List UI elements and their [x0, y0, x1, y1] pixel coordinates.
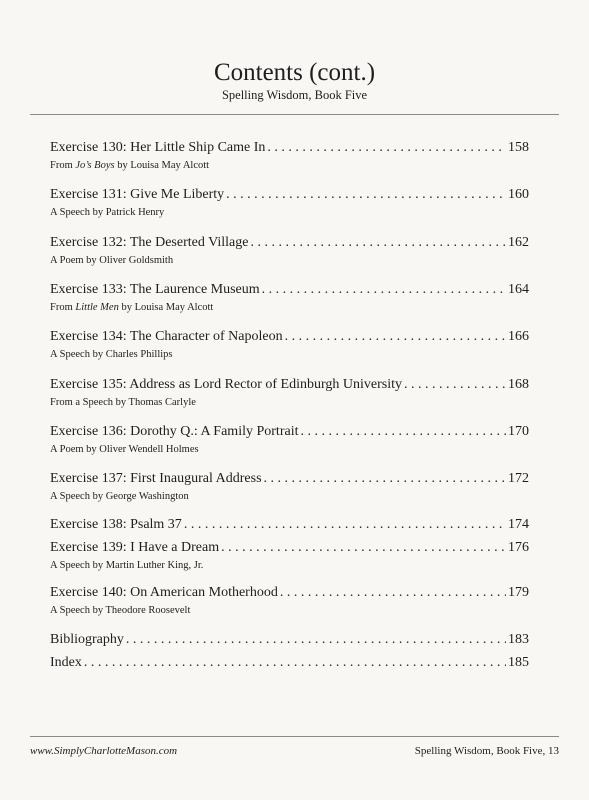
toc-entry-title: Exercise 135: Address as Lord Rector of Edinburgh University — [50, 377, 403, 392]
toc-entry-page: 174 — [508, 517, 529, 532]
dot-leader — [285, 328, 506, 346]
toc-entry-page: 164 — [508, 282, 529, 297]
dot-leader — [300, 423, 506, 441]
toc-entry-page: 168 — [508, 377, 529, 392]
toc-entry[interactable] — [50, 186, 529, 219]
toc-entry-title: Bibliography — [50, 632, 124, 647]
toc-entry-source: A Speech by Charles Phillips — [50, 349, 173, 360]
toc-entry-title: Exercise 134: The Character of Napoleon — [50, 329, 283, 344]
toc-entry-page: 166 — [508, 329, 529, 344]
dot-leader — [250, 234, 506, 252]
toc-entry-source: A Poem by Oliver Goldsmith — [50, 255, 174, 266]
toc-entry[interactable] — [50, 376, 529, 409]
toc-entry-source: A Speech by Martin Luther King, Jr. — [50, 560, 204, 571]
toc-entry[interactable] — [50, 584, 529, 617]
toc-entry-page: 185 — [508, 655, 529, 670]
toc-entry[interactable] — [50, 423, 529, 456]
toc-entry-title: Exercise 139: I Have a Dream — [50, 540, 220, 555]
dot-leader — [404, 376, 506, 394]
toc-entry-page: 162 — [508, 235, 529, 250]
footer-website: www.SimplyCharlotteMason.com — [30, 745, 178, 757]
toc-entry-title: Index — [50, 655, 82, 670]
dot-leader — [184, 516, 506, 534]
toc-entry-page: 179 — [508, 585, 529, 600]
toc-entry[interactable] — [50, 654, 529, 672]
toc-entry-page: 176 — [508, 540, 529, 555]
dot-leader — [262, 281, 506, 299]
toc-entry-source: A Speech by Theodore Roosevelt — [50, 605, 191, 616]
toc-entry-page: 170 — [508, 424, 529, 439]
toc-entry-source: A Poem by Oliver Wendell Holmes — [50, 444, 199, 455]
toc-entry[interactable] — [50, 234, 529, 267]
toc-entry[interactable] — [50, 139, 529, 172]
dot-leader — [126, 631, 506, 649]
dot-leader — [280, 584, 506, 602]
toc-entry[interactable] — [50, 631, 529, 649]
dot-leader — [221, 539, 506, 557]
toc-entry-title: Exercise 137: First Inaugural Address — [50, 471, 262, 486]
toc-entry[interactable] — [50, 516, 529, 534]
toc-entry-source: A Speech by George Washington — [50, 491, 189, 502]
page-title: Contents (cont.) — [213, 59, 376, 86]
toc-entry-title: Exercise 130: Her Little Ship Came In — [50, 140, 266, 155]
bottom-divider — [30, 736, 559, 737]
toc-entry[interactable] — [50, 539, 529, 572]
toc-entry-page: 183 — [508, 632, 529, 647]
footer-page-label: Spelling Wisdom, Book Five, 13 — [414, 745, 559, 757]
toc-entry-title: Exercise 136: Dorothy Q.: A Family Portrait — [50, 424, 299, 439]
toc-entry[interactable] — [50, 328, 529, 361]
toc-entry-title: Exercise 140: On American Motherhood — [50, 585, 278, 600]
toc-entry-title: Exercise 131: Give Me Liberty — [50, 187, 225, 202]
toc-entry[interactable] — [50, 470, 529, 503]
dot-leader — [226, 186, 506, 204]
toc-entry-title: Exercise 132: The Deserted Village — [50, 235, 249, 250]
dot-leader — [84, 654, 506, 672]
toc-entry[interactable] — [50, 281, 529, 314]
page-subtitle: Spelling Wisdom, Book Five — [221, 88, 368, 102]
toc-entry-source: From Jo’s Boys by Louisa May Alcott — [50, 160, 210, 171]
dot-leader — [264, 470, 506, 488]
toc-entry-page: 172 — [508, 471, 529, 486]
dot-leader — [267, 139, 506, 157]
toc-entry-source: From a Speech by Thomas Carlyle — [50, 397, 196, 408]
top-divider — [30, 114, 559, 115]
toc-entry-page: 158 — [508, 140, 529, 155]
toc-entry-source: From Little Men by Louisa May Alcott — [50, 302, 214, 313]
toc-entry-source: A Speech by Patrick Henry — [50, 207, 165, 218]
toc-entry-title: Exercise 133: The Laurence Museum — [50, 282, 260, 297]
toc-entry-title: Exercise 138: Psalm 37 — [50, 517, 182, 532]
toc-entry-page: 160 — [508, 187, 529, 202]
